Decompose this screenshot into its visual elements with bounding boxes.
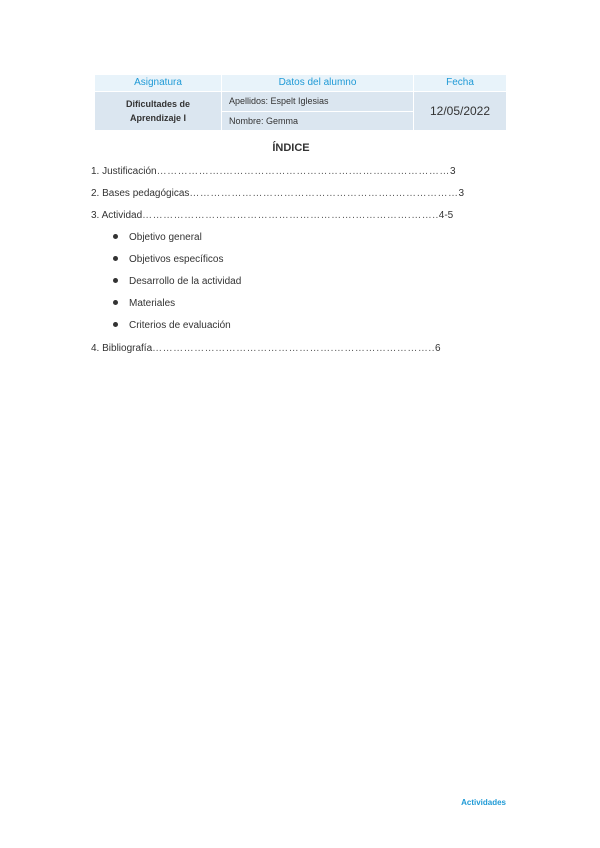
toc-entry-label: 3. Actividad [91,210,143,221]
toc-sub-item [113,319,231,333]
surname-cell: Apellidos: Espelt Iglesias [222,92,414,112]
toc-entry-page: 3 [458,188,465,199]
toc-sub-item [113,297,175,311]
header-table [94,74,507,131]
footer-label: Actividades [461,798,506,807]
data-row [95,92,507,112]
toc-sub-item [113,253,224,267]
bullet-icon [113,234,118,239]
toc-entry-justificacion[interactable] [91,165,456,179]
toc-entry-bases-pedagogicas[interactable] [91,187,464,201]
toc-sub-item-label: Desarrollo de la actividad [129,276,242,287]
bullet-icon [113,256,118,261]
name-cell: Nombre: Gemma [222,111,414,131]
index-title: ÍNDICE [272,142,310,154]
column-header-subject: Asignatura [95,75,222,92]
column-header-student: Datos del alumno [222,75,414,92]
toc-sub-item-label: Objetivos específicos [129,254,224,265]
toc-sub-item [113,275,241,289]
toc-sub-item [113,231,202,245]
column-header-date: Fecha [414,75,507,92]
toc-leader-dots: …………………………………………………….…………….…….. [142,210,439,221]
toc-leader-dots: …………………………………………………..……………… [189,188,459,199]
bullet-icon [113,300,118,305]
bullet-icon [113,322,118,327]
toc-sub-item-label: Criterios de evaluación [129,320,231,331]
toc-entry-label: 1. Justificación [91,166,157,177]
toc-entry-bibliografia[interactable] [91,342,441,356]
toc-sub-item-label: Objetivo general [129,232,202,243]
toc-entry-page: 4-5 [438,210,454,221]
toc-sub-item-label: Materiales [129,298,176,309]
toc-leader-dots: …………………………………………….……………………….. [152,343,435,354]
toc-entry-page: 3 [449,166,456,177]
toc-entry-label: 2. Bases pedagógicas [91,188,190,199]
subject-cell [95,92,222,131]
subject-line-1: Dificultades de [125,99,190,109]
toc-leader-dots: ……………….……………………………….……….……………… [156,166,450,177]
bullet-icon [113,278,118,283]
toc-entry-page: 6 [435,343,441,354]
toc-entry-label: 4. Bibliografía [91,343,153,354]
toc-entry-actividad[interactable] [91,209,453,223]
date-cell: 12/05/2022 [414,92,507,131]
subject-line-2: Aprendizaje I [129,113,186,123]
header-row [95,75,507,92]
